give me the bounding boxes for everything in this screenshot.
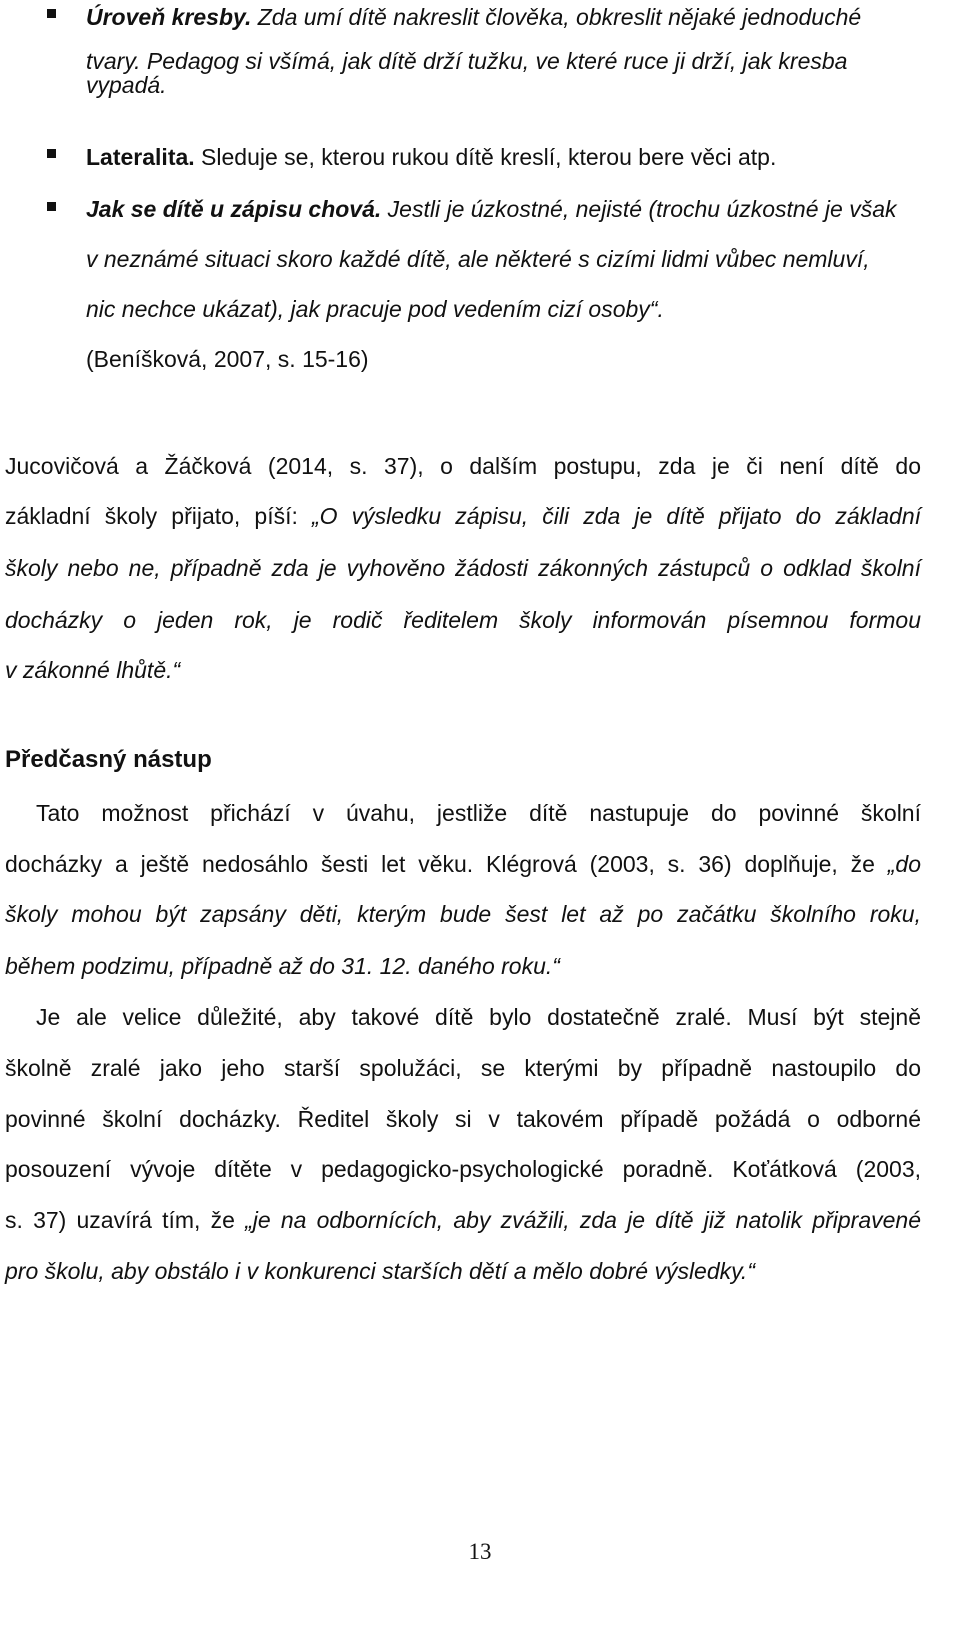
bullet-line — [86, 2, 861, 32]
citation: (Beníšková, 2007, s. 15-16) — [86, 346, 369, 372]
text-line — [5, 849, 921, 879]
bullet-text: Zda umí dítě nakreslit člověka, obkreslit nějaké jednoduché — [251, 4, 862, 30]
bullet-line — [86, 142, 776, 172]
quote-line: pro školu, aby obstálo i v konkurenci starších dětí a mělo dobré výsledky.“ — [5, 1258, 755, 1284]
square-bullet-icon — [47, 202, 56, 211]
text-line — [5, 1205, 921, 1235]
square-bullet-icon — [47, 149, 56, 158]
page-number: 13 — [468, 1539, 492, 1564]
square-bullet-icon — [47, 9, 56, 18]
bullet-text: Jestli je úzkostné, nejisté (trochu úzkostné je však — [381, 196, 897, 222]
text-line: Je ale velice důležité, aby takové dítě bylo dostatečně zralé. Musí být stejně — [36, 1004, 921, 1030]
text-run: s. 37) uzavírá tím, že — [5, 1207, 246, 1233]
quote-run: „O výsledku zápisu, čili zda je dítě přijato do základní — [312, 503, 921, 529]
text-line: školně zralé jako jeho starší spolužáci, se kterými by případně nastoupilo do — [5, 1055, 921, 1081]
quote-run: „je na odbornících, aby zvážili, zda je dítě již natolik připravené — [245, 1207, 921, 1233]
bullet-line — [86, 194, 896, 224]
quote-line: v zákonné lhůtě.“ — [5, 657, 181, 683]
text-run: docházky a ještě nedosáhlo šesti let věku. Klégrová (2003, s. 36) doplňuje, že — [5, 851, 888, 877]
text-line: Jucovičová a Žáčková (2014, s. 37), o dalším postupu, zda je či není dítě do — [5, 453, 921, 479]
text-line: povinné školní docházky. Ředitel školy si v takovém případě požádá o odborné — [5, 1106, 921, 1132]
text-line: posouzení vývoje dítěte v pedagogicko-psychologické poradně. Koťátková (2003, — [5, 1156, 921, 1182]
bullet-lead: Úroveň kresby. — [86, 4, 252, 30]
quote-line: školy nebo ne, případně zda je vyhověno žádosti zákonných zástupců o odklad školní — [5, 555, 921, 581]
text-line — [5, 501, 921, 531]
quote-line: během podzimu, případně až do 31. 12. daného roku.“ — [5, 953, 560, 979]
bullet-line: nic nechce ukázat), jak pracuje pod vedením cizí osoby“. — [86, 296, 664, 322]
bullet-lead: Jak se dítě u zápisu chová. — [86, 196, 382, 222]
bullet-line: v neznámé situaci skoro každé dítě, ale některé s cizími lidmi vůbec nemluví, — [86, 246, 870, 272]
bullet-line: tvary. Pedagog si všímá, jak dítě drží tužku, ve které ruce ji drží, jak kresba — [86, 48, 848, 74]
bullet-line: vypadá. — [86, 72, 167, 98]
text-run: základní školy přijato, píší: — [5, 503, 313, 529]
section-heading: Předčasný nástup — [5, 746, 212, 773]
text-line: Tato možnost přichází v úvahu, jestliže dítě nastupuje do povinné školní — [36, 800, 921, 826]
quote-line: školy mohou být zapsány děti, kterým bude šest let až po začátku školního roku, — [5, 901, 921, 927]
bullet-text: Sleduje se, kterou rukou dítě kreslí, kterou bere věci atp. — [194, 144, 777, 170]
quote-line: docházky o jeden rok, je rodič ředitelem školy informován písemnou formou — [5, 607, 921, 633]
bullet-lead: Lateralita. — [86, 144, 195, 170]
quote-run: „do — [887, 851, 921, 877]
